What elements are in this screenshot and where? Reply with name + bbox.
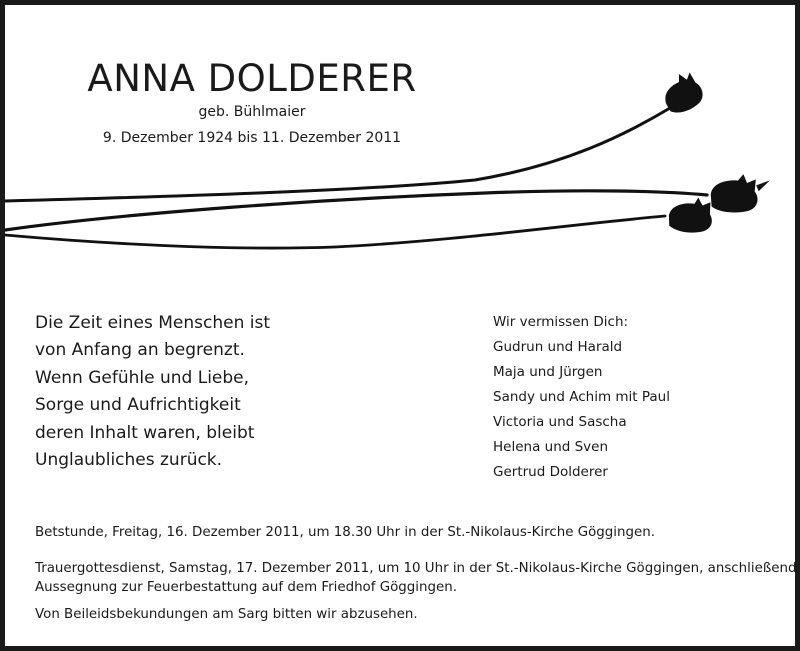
- poem: [35, 310, 270, 474]
- poem-line: Die Zeit eines Menschen ist: [35, 313, 271, 333]
- prayer-service-notice: Betstunde, Freitag, 16. Dezember 2011, um 18.30 Uhr in der St.-Nikolaus-Kirche Göggingen.: [35, 525, 655, 540]
- tulip-head-middle: [710, 172, 772, 214]
- poem-line: Wenn Gefühle und Liebe,: [35, 367, 250, 388]
- birth-name: geb. Bühlmaier: [198, 104, 306, 120]
- condolences-notice: Von Beileidsbekundungen am Sarg bitten wir abzusehen.: [35, 607, 418, 622]
- poem-line: deren Inhalt waren, bleibt: [35, 422, 255, 443]
- tulip-stem-lower: [5, 216, 665, 248]
- tulips-illustration: [5, 5, 795, 275]
- tulip-stem-upper: [5, 108, 670, 201]
- poem-line: Sorge und Aufrichtigkeit: [35, 395, 241, 416]
- poem-line: von Anfang an begrenzt.: [35, 340, 245, 361]
- deceased-name: ANNA DOLDERER: [87, 57, 417, 100]
- mourners-heading: Wir vermissen Dich:: [493, 314, 629, 330]
- mourner-name: Helena und Sven: [493, 439, 609, 455]
- mourner-name: Sandy und Achim mit Paul: [493, 389, 670, 405]
- mourner-name: Gertrud Dolderer: [493, 464, 608, 480]
- tulip-head-lower: [668, 197, 712, 233]
- mourner-name: Gudrun und Harald: [493, 339, 623, 355]
- funeral-service-notice: [35, 559, 797, 597]
- funeral-service-line: Aussegnung zur Feuerbestattung auf dem Friedhof Göggingen.: [35, 580, 457, 595]
- mourner-name: Maja und Jürgen: [493, 364, 603, 380]
- mourner-name: Victoria und Sascha: [493, 414, 627, 430]
- life-dates: 9. Dezember 1924 bis 11. Dezember 2011: [102, 130, 402, 146]
- poem-line: Unglaubliches zurück.: [35, 450, 223, 471]
- mourners-list: [493, 310, 670, 485]
- funeral-service-line: Trauergottesdienst, Samstag, 17. Dezember 2011, um 10 Uhr in der St.-Nikolaus-Kirche Göggingen, anschließend: [35, 561, 797, 576]
